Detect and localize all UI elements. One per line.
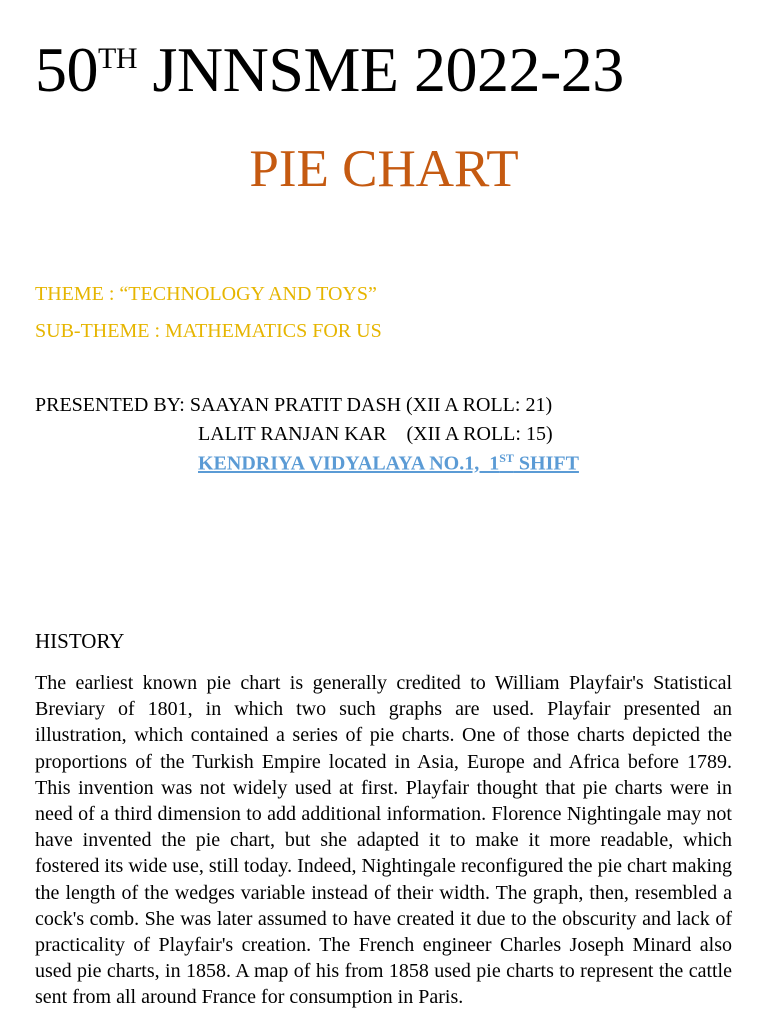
history-paragraph: The earliest known pie chart is generally credited to William Playfair's Statistical Breviary of 1801, in which two such graphs are used. Playfair presented an illustration, which contained a series of pie charts. One of those charts depicted the proportions of the Turkish Empire located in Asia, Europe and Africa before 1789. This invention was not widely used at first. Playfair thought that pie charts were in need of a third dimension to add additional information. Florence Nightingale may not have invented the pie chart, but she adapted it to make it more readable, which fostered its wide use, still today. Indeed, Nightingale reconfigured the pie chart making the length of the wedges variable instead of their width. The graph, then, resembled a cock's comb. She was later assumed to have created it due to the obscurity and lack of practicality of Playfair's creation. The French engineer Charles Joseph Minard also used pie charts, in 1858. A map of his from 1858 used pie charts to represent the cattle sent from all around France for consumption in Paris. <box>35 672 732 1009</box>
title-superscript: TH <box>98 42 137 75</box>
school-link[interactable] <box>198 452 579 474</box>
school-shift: SHIFT <box>513 452 579 475</box>
history-heading: HISTORY <box>35 629 125 653</box>
school-superscript: ST <box>499 451 514 465</box>
subtitle: PIE CHART <box>249 140 519 198</box>
main-title <box>35 34 624 105</box>
presenter-line-2: LALIT RANJAN KAR (XII A ROLL: 15) <box>198 423 553 445</box>
school-name: KENDRIYA VIDYALAYA NO.1, 1 <box>198 452 500 475</box>
title-number: 50 <box>35 34 98 105</box>
title-rest: JNNSME 2022-23 <box>152 34 624 105</box>
presenter-line-1: PRESENTED BY: SAAYAN PRATIT DASH (XII A ROLL: 21) <box>35 394 553 416</box>
theme-line: THEME : “TECHNOLOGY AND TOYS” <box>35 283 377 305</box>
subtheme-line: SUB-THEME : MATHEMATICS FOR US <box>35 320 382 342</box>
